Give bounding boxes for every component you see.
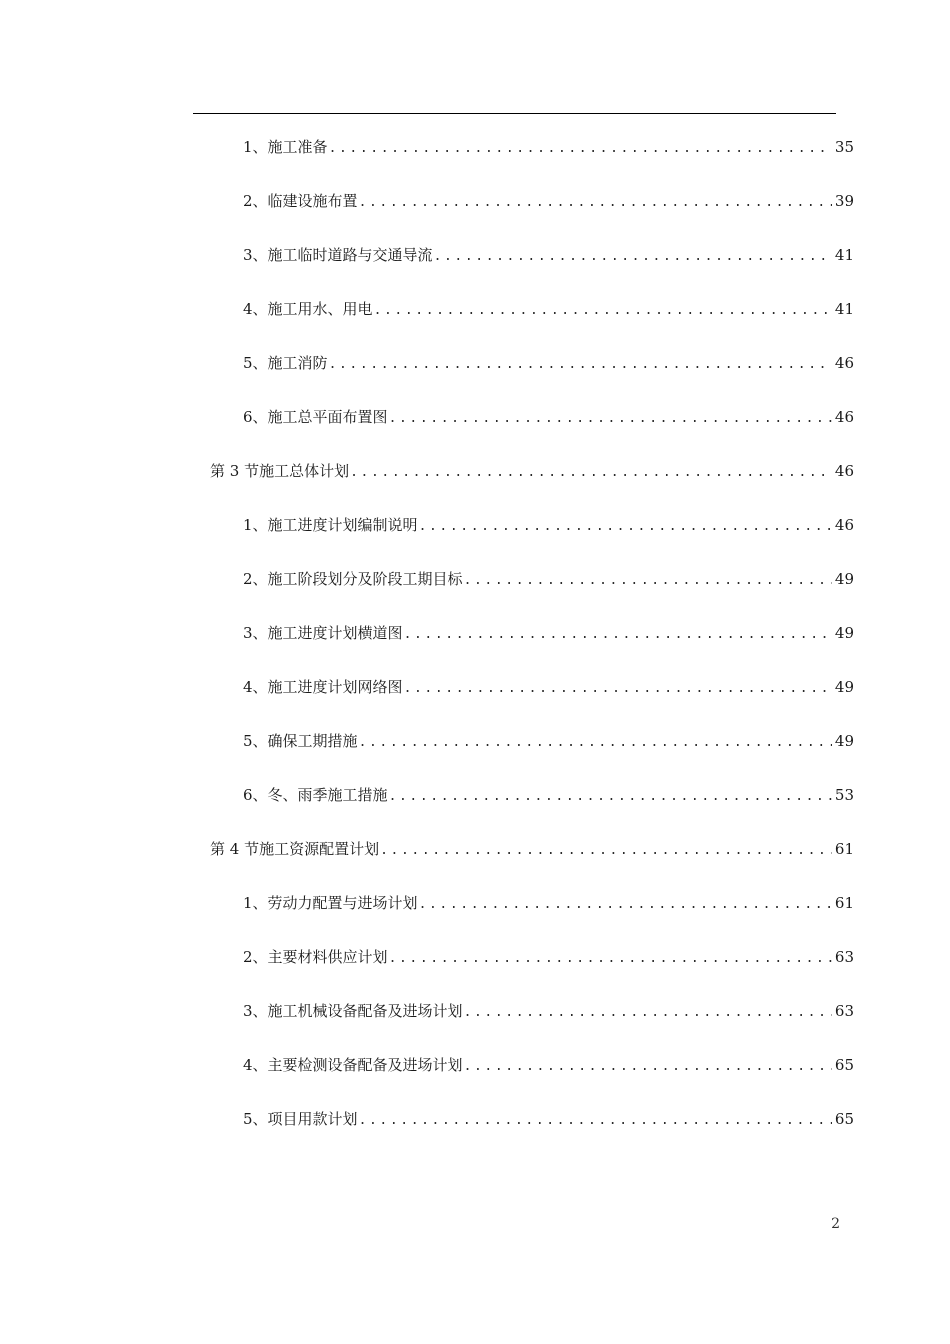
toc-entry-number: 2、 — [243, 948, 268, 966]
toc-entry-number: 1、 — [243, 516, 268, 534]
toc-entry-number: 6、 — [243, 408, 268, 426]
toc-entry-number: 1、 — [243, 894, 268, 912]
toc-entry-number: 5、 — [243, 732, 268, 750]
toc-entry-title: 主要材料供应计划 — [267, 948, 388, 966]
toc-entry-number: 1、 — [243, 138, 268, 156]
toc-dot-leader — [373, 299, 832, 323]
toc-entry-title: 劳动力配置与进场计划 — [267, 894, 418, 912]
toc-dot-leader — [388, 785, 832, 809]
toc-entry-title: 施工总体计划 — [259, 462, 350, 480]
toc-entry-number: 3、 — [243, 246, 268, 264]
toc-entry-title: 施工机械设备配备及进场计划 — [267, 1002, 463, 1020]
toc-entry[interactable] — [243, 297, 854, 321]
toc-dot-leader — [349, 461, 832, 485]
toc-entry-title: 施工用水、用电 — [267, 300, 373, 318]
toc-entry-page: 41 — [834, 246, 854, 264]
toc-entry-page: 53 — [834, 786, 854, 804]
toc-entry-title: 临建设施布置 — [267, 192, 358, 210]
toc-entry-title: 施工进度计划编制说明 — [267, 516, 418, 534]
toc-entry-page: 46 — [834, 408, 854, 426]
toc-entry-title: 施工进度计划网络图 — [267, 678, 403, 696]
toc-entry-number: 2、 — [243, 570, 268, 588]
toc-dot-leader — [403, 677, 832, 701]
toc-entry[interactable] — [243, 351, 854, 375]
page-number: 2 — [831, 1216, 840, 1232]
toc-entry-page: 49 — [834, 678, 854, 696]
toc-entry-title: 冬、雨季施工措施 — [267, 786, 388, 804]
toc-entry-number: 4、 — [243, 1056, 268, 1074]
toc-dot-leader — [388, 947, 832, 971]
toc-entry-title: 施工总平面布置图 — [267, 408, 388, 426]
toc-entry[interactable] — [243, 891, 854, 915]
toc-entry[interactable] — [243, 675, 854, 699]
toc-entry-page: 35 — [834, 138, 854, 156]
toc-dot-leader — [328, 137, 832, 161]
toc-entry[interactable] — [243, 405, 854, 429]
toc-entry-page: 39 — [834, 192, 854, 210]
toc-entry-page: 46 — [834, 516, 854, 534]
toc-entry-number: 第 4 节 — [210, 840, 260, 858]
toc-entry-page: 65 — [834, 1110, 854, 1128]
toc-entry[interactable] — [243, 783, 854, 807]
toc-dot-leader — [463, 1055, 832, 1079]
toc-entry[interactable] — [243, 1053, 854, 1077]
toc-dot-leader — [388, 407, 832, 431]
header-rule — [193, 113, 836, 114]
toc-entry-title: 施工进度计划横道图 — [267, 624, 403, 642]
toc-entry-number: 2、 — [243, 192, 268, 210]
toc-entry[interactable] — [243, 513, 854, 537]
toc-dot-leader — [379, 839, 832, 863]
toc-entry-title: 施工准备 — [267, 138, 328, 156]
toc-dot-leader — [418, 515, 832, 539]
toc-entry-number: 3、 — [243, 624, 268, 642]
toc-section-entry[interactable] — [210, 837, 854, 861]
toc-entry-number: 第 3 节 — [210, 462, 260, 480]
toc-dot-leader — [358, 1109, 832, 1133]
toc-entry-title: 施工资源配置计划 — [259, 840, 380, 858]
toc-entry-number: 3、 — [243, 1002, 268, 1020]
toc-dot-leader — [358, 191, 832, 215]
toc-entry-page: 46 — [834, 354, 854, 372]
toc-entry[interactable] — [243, 945, 854, 969]
toc-entry[interactable] — [243, 621, 854, 645]
toc-entry-number: 5、 — [243, 1110, 268, 1128]
toc-entry[interactable] — [243, 189, 854, 213]
toc-entry[interactable] — [243, 729, 854, 753]
toc-entry-page: 46 — [834, 462, 854, 480]
toc-entry-page: 63 — [834, 1002, 854, 1020]
toc-entry-title: 施工临时道路与交通导流 — [267, 246, 433, 264]
toc-entry-title: 施工消防 — [267, 354, 328, 372]
toc-section-entry[interactable] — [210, 459, 854, 483]
toc-dot-leader — [328, 353, 832, 377]
toc-entry-number: 4、 — [243, 300, 268, 318]
toc-entry-page: 49 — [834, 624, 854, 642]
toc-entry-title: 主要检测设备配备及进场计划 — [267, 1056, 463, 1074]
toc-entry-title: 施工阶段划分及阶段工期目标 — [267, 570, 463, 588]
toc-entry[interactable] — [243, 999, 854, 1023]
toc-dot-leader — [463, 1001, 832, 1025]
toc-entry[interactable] — [243, 243, 854, 267]
toc-entry-title: 项目用款计划 — [267, 1110, 358, 1128]
toc-entry-page: 61 — [834, 894, 854, 912]
toc-entry-title: 确保工期措施 — [267, 732, 358, 750]
toc-entry-number: 6、 — [243, 786, 268, 804]
toc-entry-page: 49 — [834, 570, 854, 588]
toc-entry-page: 49 — [834, 732, 854, 750]
toc-entry[interactable] — [243, 1107, 854, 1131]
toc-dot-leader — [358, 731, 832, 755]
toc-entry-number: 4、 — [243, 678, 268, 696]
toc-entry[interactable] — [243, 135, 854, 159]
toc-dot-leader — [463, 569, 832, 593]
toc-entry-page: 61 — [834, 840, 854, 858]
toc-entry-number: 5、 — [243, 354, 268, 372]
toc-entry-page: 63 — [834, 948, 854, 966]
toc-entry-page: 65 — [834, 1056, 854, 1074]
toc-dot-leader — [433, 245, 832, 269]
toc-entry[interactable] — [243, 567, 854, 591]
toc-dot-leader — [403, 623, 832, 647]
toc-dot-leader — [418, 893, 832, 917]
toc-entry-page: 41 — [834, 300, 854, 318]
